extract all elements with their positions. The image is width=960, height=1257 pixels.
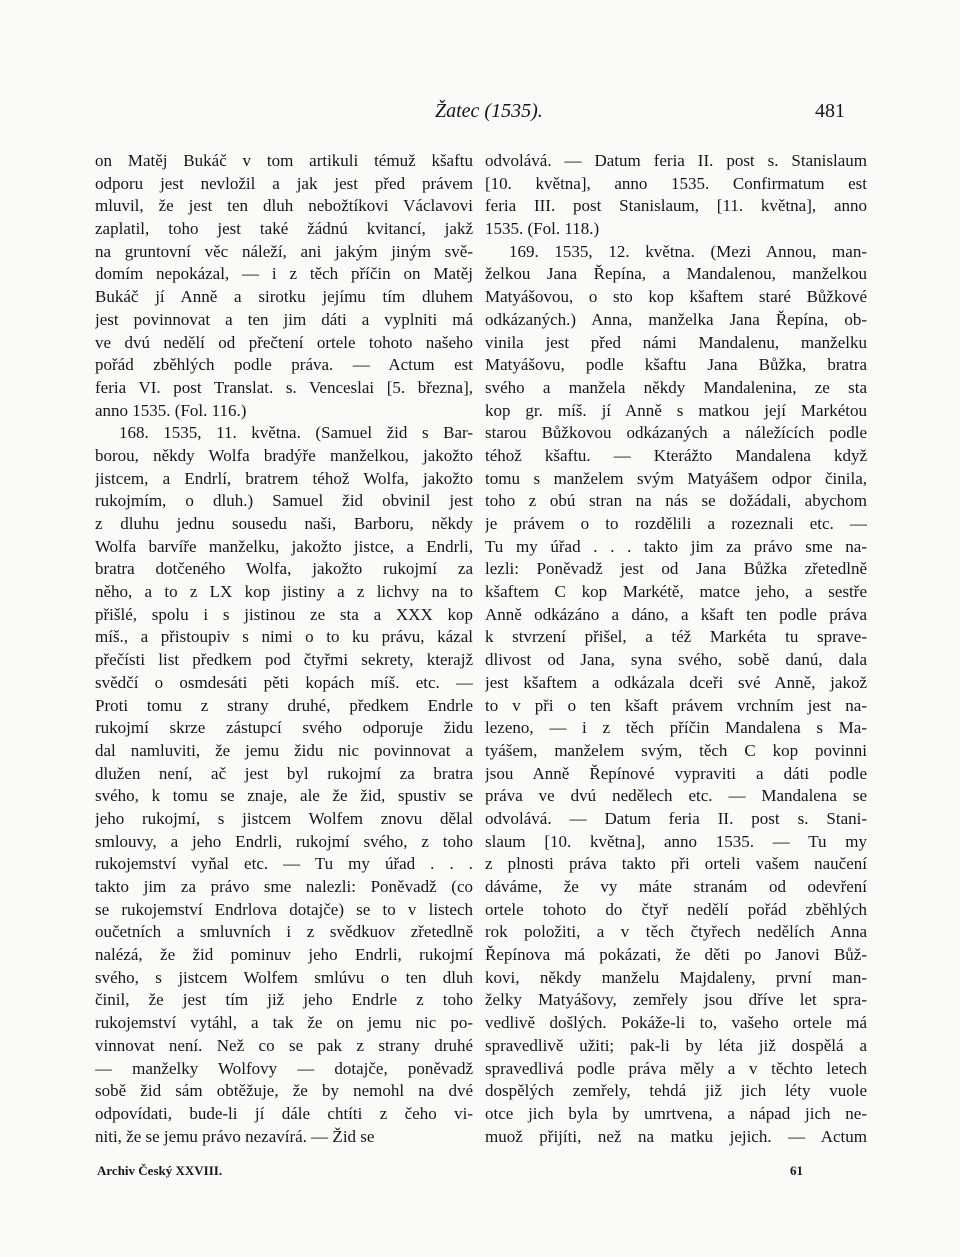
text-line: rukojemství vytáhl, a tak že on jemu nic po- — [95, 1013, 473, 1033]
text-line: slaum [10. května], anno 1535. — Tu my — [485, 831, 867, 851]
text-line: odvolává. — Datum feria II. post s. Stani- — [485, 808, 867, 828]
text-line: niti, že se jemu právo nezavírá. — Žid se — [95, 1126, 375, 1146]
printer-signature: Archiv Český XXVIII. — [97, 1163, 223, 1178]
text-line: spravedlivě užiti; pak-li by léta již dospělá a — [485, 1035, 867, 1055]
text-line: odpovídati, bude-li jí dále chtíti z čeho vi- — [95, 1103, 473, 1123]
page-number: 481 — [815, 100, 845, 122]
left-column — [95, 150, 473, 1148]
text-line: bratra dotčeného Wolfa, jakožto rukojmí za — [95, 559, 473, 579]
running-header — [0, 100, 960, 130]
text-line: vinila jest před námi Mandalenu, manželku — [485, 332, 867, 352]
text-line: želkou Jana Řepína, a Mandalenou, manželkou — [485, 264, 867, 284]
text-line: k stvrzení přišel, a též Markéta tu sprave- — [485, 627, 867, 647]
text-line: feria VI. post Translat. s. Venceslai [5. března], — [95, 377, 473, 397]
text-line: jest povinnovat a ten jim dáti a vyplniti má — [95, 309, 473, 329]
text-line: oučetních a smluvních i z svědkuov zřetedlně — [95, 922, 473, 942]
text-line: ortele tohoto do čtyř nedělí pořád zběhlých — [485, 899, 867, 919]
sheet-number: 61 — [790, 1163, 803, 1178]
text-line: je právem o to rozdělili a rozeznali etc. — — [485, 514, 867, 533]
text-line: jsou Anně Řepínové vypraviti a dáti podle — [485, 763, 867, 783]
text-line: ve dvú nedělí od přečtení ortele tohoto našeho — [95, 332, 473, 352]
text-line: jest kšaftem a odkázala dceři své Anně, jakož — [485, 672, 867, 692]
text-line: rok položiti, a v těch čtyřech nedělích Anna — [485, 922, 867, 942]
text-line: přečísti list předkem pod čtyřmi sekrety, kterajž — [95, 650, 473, 670]
text-line: domím nepokázal, — i z těch příčin on Matěj — [95, 264, 473, 284]
text-line: kovi, někdy manželu Majdaleny, první man- — [485, 967, 867, 987]
right-column — [485, 150, 867, 1148]
text-line: z dluhu jednu sousedu naši, Barboru, někdy — [95, 514, 473, 533]
text-line: se rukojemství Endrlova dotajče) se to v listech — [95, 899, 473, 919]
text-line: Anně odkázáno a dáno, a kšaft ten podle práva — [485, 604, 867, 624]
text-line: dáváme, že vy máte stranám od odevření — [485, 877, 867, 896]
text-line: takto jim za právo sme nalezli: Poněvadž (co — [95, 877, 473, 896]
text-line: to v při o ten kšaft právem vrchním jest na- — [485, 695, 867, 715]
text-line: práva ve dvú nedělech etc. — Mandalena se — [485, 786, 867, 806]
text-line: 169. 1535, 12. května. (Mezi Annou, man- — [509, 241, 867, 261]
text-line: lezeno, — i z těch příčin Mandalena s Ma- — [485, 718, 867, 738]
text-line: Tu my úřad . . . takto jim za právo sme na- — [485, 536, 867, 556]
text-line: téhož kšaftu. — Kterážto Mandalena když — [485, 445, 867, 465]
text-line: dlivost od Jana, syna svého, sobě danú, dala — [485, 650, 867, 670]
text-line: rukojmí skrze zástupcí svého odporuje židu — [95, 718, 473, 738]
text-line: odkázaných.) Anna, manželka Jana Řepína, ob- — [485, 309, 867, 329]
text-line: svého a manžela někdy Mandalenina, ze sta — [485, 377, 867, 397]
text-line: toho z obú stran na nás se dožádali, abychom — [485, 491, 867, 511]
text-line: přišlé, spolu i s jistinou ze sta a XXX kop — [95, 604, 473, 624]
running-title: Žatec (1535). — [435, 100, 543, 122]
text-line: rukojmím, o dluh.) Samuel žid obvinil jest — [95, 491, 473, 511]
text-line: starou Bůžkovou odkázaných a náležících podle — [485, 423, 867, 443]
text-line: nalézá, že žid pominuv jeho Endrli, rukojmí — [95, 945, 473, 965]
text-line: Proti tomu z strany druhé, předkem Endrle — [95, 695, 473, 715]
text-line: — manželky Wolfovy — dotajče, poněvadž — [95, 1058, 473, 1078]
text-line: tomu s manželem svým Matyášem odpor činila, — [485, 468, 867, 488]
text-line: odvolává. — Datum feria II. post s. Stanislaum — [485, 151, 867, 170]
text-line: 1535. (Fol. 118.) — [485, 219, 600, 239]
text-line: feria III. post Stanislaum, [11. května], anno — [485, 196, 867, 216]
text-line: pořád zběhlých podle práva. — Actum est — [95, 355, 473, 375]
text-line: lezli: Poněvadž jest od Jana Bůžka zřetedlně — [485, 559, 867, 579]
text-line: jistcem, a Endrlí, bratrem téhož Wolfa, jakožto — [95, 468, 473, 488]
text-line: vedlivě došlých. Pokáže-li to, vašeho ortele má — [485, 1013, 867, 1033]
text-line: Matyášovou, o sto kop kšaftem staré Bůžkové — [485, 287, 867, 307]
text-line: míš., a přistoupiv s nimi o to ku právu, kázal — [95, 627, 473, 647]
text-line: dal namluviti, že jemu židu nic povinnovat a — [95, 740, 473, 760]
text-line: želky Matyášovy, zemřely jsou dříve let spra- — [485, 990, 867, 1010]
text-line: svého, k tomu se znaje, ale že žid, spustiv se — [95, 786, 473, 806]
text-line: rukojemství vyňal etc. — Tu my úřad . . . — [95, 854, 473, 874]
text-line: sobě žid sám obtěžuje, že by nemohl na dvé — [95, 1081, 473, 1101]
text-line: on Matěj Bukáč v tom artikuli témuž kšaftu — [95, 151, 473, 170]
text-line: Wolfa barvíře manželku, jakožto jistce, a Endrli, — [95, 536, 473, 556]
text-line: anno 1535. (Fol. 116.) — [95, 400, 247, 420]
text-line: Řepínova má pokázati, že děti po Janovi Bůž- — [485, 945, 867, 965]
text-line: jeho rukojmí, s jistcem Wolfem znovu dělal — [95, 808, 473, 828]
text-line: Bukáč jí Anně a sirotku jejímu tím dluhem — [95, 287, 473, 307]
text-line: Matyášovu, podle kšaftu Jana Bůžka, bratra — [485, 355, 867, 375]
text-line: svého, s jistcem Wolfem smlúvu o ten dluh — [95, 967, 473, 987]
text-line: spravedlivá podle práva měly a v těchto letech — [485, 1058, 867, 1078]
text-line: 168. 1535, 11. května. (Samuel žid s Bar- — [119, 423, 473, 443]
text-line: vinnovat není. Než co se pak z strany druhé — [95, 1035, 473, 1055]
text-line: činil, že jest tím již jeho Endrle z toho — [95, 990, 473, 1010]
text-line: z plnosti práva takto při orteli vašem naučení — [485, 854, 867, 874]
text-line: borou, někdy Wolfa bradýře manželkou, jakožto — [95, 445, 473, 465]
text-line: odporu jest nevložil a jak jest před právem — [95, 173, 473, 193]
text-line: [10. května], anno 1535. Confirmatum est — [485, 173, 867, 193]
text-line: dlužen není, ač jest byl rukojmí za bratra — [95, 763, 473, 783]
text-line: otce jich byla by umrtvena, a nápad jich ne- — [485, 1103, 867, 1123]
text-line: něho, a to z LX kop jistiny a z lichvy na to — [95, 582, 473, 602]
text-line: dospělých zemřely, tehdá již jich léty vuole — [485, 1081, 867, 1101]
text-line: kop gr. míš. jí Anně s matkou její Markétou — [485, 400, 867, 420]
text-line: na gruntovní věc náleží, ani jakým jiným svě- — [95, 241, 473, 261]
text-line: svědčí o osmdesáti pěti kopách míš. etc. — — [95, 672, 473, 692]
text-line: tyášem, manželem svým, těch C kop povinni — [485, 740, 867, 760]
text-line: mluvil, že jest ten dluh nebožtíkovi Václavovi — [95, 196, 473, 216]
text-line: zaplatil, toho jest také žádnú kvitancí, jakž — [95, 219, 473, 239]
text-line: kšaftem C kop Markétě, matce jeho, a sestře — [485, 582, 867, 602]
text-line: smlouvy, a jeho Endrli, rukojmí svého, z toho — [95, 831, 473, 851]
text-line: muož přijíti, než na matku jejich. — Actum — [485, 1126, 867, 1146]
